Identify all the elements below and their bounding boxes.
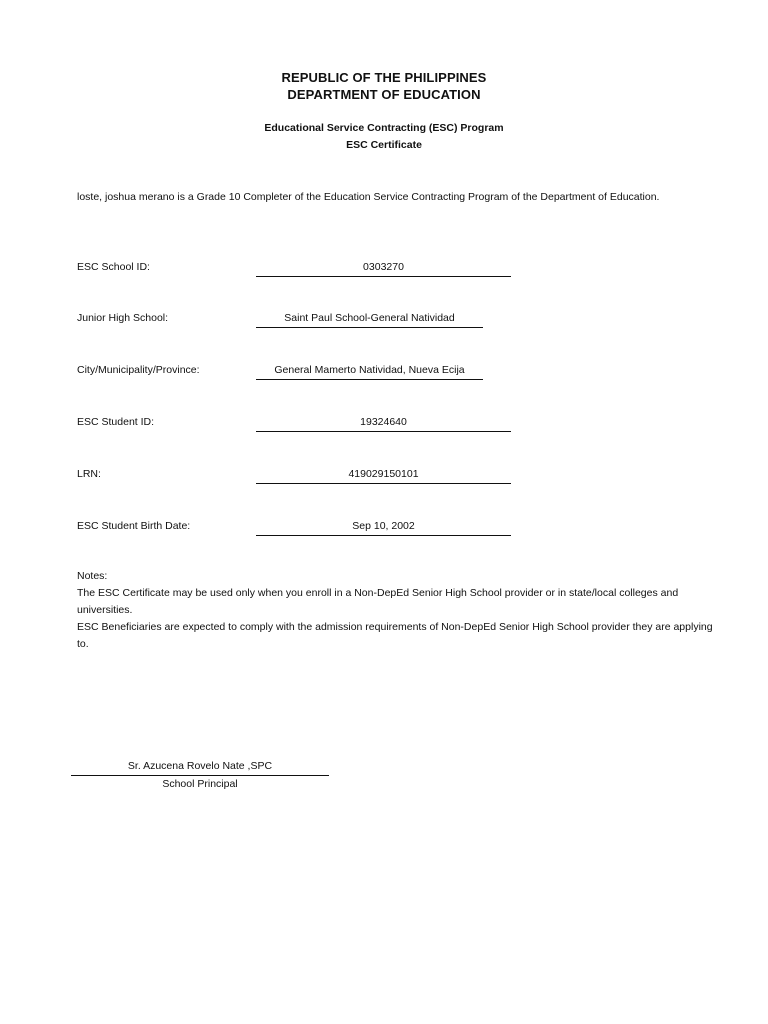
principal-name: Sr. Azucena Rovelo Nate ,SPC xyxy=(71,759,329,776)
birth-date-label: ESC Student Birth Date: xyxy=(77,520,191,532)
completion-statement: loste, joshua merano is a Grade 10 Completer of the Education Service Contracting Program of the Department of Education. xyxy=(77,191,660,203)
header-republic: REPUBLIC OF THE PHILIPPINES xyxy=(281,70,487,85)
notes-section xyxy=(77,568,727,653)
birth-date-value: Sep 10, 2002 xyxy=(256,519,511,536)
junior-high-value: Saint Paul School-General Natividad xyxy=(256,311,483,328)
junior-high-label: Junior High School: xyxy=(77,312,169,324)
header-department: DEPARTMENT OF EDUCATION xyxy=(287,87,481,102)
student-id-value: 19324640 xyxy=(256,415,511,432)
lrn-value: 419029150101 xyxy=(256,467,511,484)
school-id-label: ESC School ID: xyxy=(77,261,150,273)
note-1: The ESC Certificate may be used only when you enroll in a Non-DepEd Senior High School provider or in state/local colleges and universities. xyxy=(77,587,679,616)
notes-heading: Notes: xyxy=(77,570,108,582)
lrn-label: LRN: xyxy=(77,468,101,480)
school-id-value: 0303270 xyxy=(256,260,511,277)
certificate-title: ESC Certificate xyxy=(346,139,422,151)
program-title: Educational Service Contracting (ESC) Program xyxy=(264,122,504,134)
city-label: City/Municipality/Province: xyxy=(77,364,200,376)
principal-title: School Principal xyxy=(162,778,238,790)
city-value: General Mamerto Natividad, Nueva Ecija xyxy=(256,363,483,380)
note-2: ESC Beneficiaries are expected to comply with the admission requirements of Non-DepEd Senior High School provider they are applying to. xyxy=(77,621,713,650)
student-id-label: ESC Student ID: xyxy=(77,416,155,428)
